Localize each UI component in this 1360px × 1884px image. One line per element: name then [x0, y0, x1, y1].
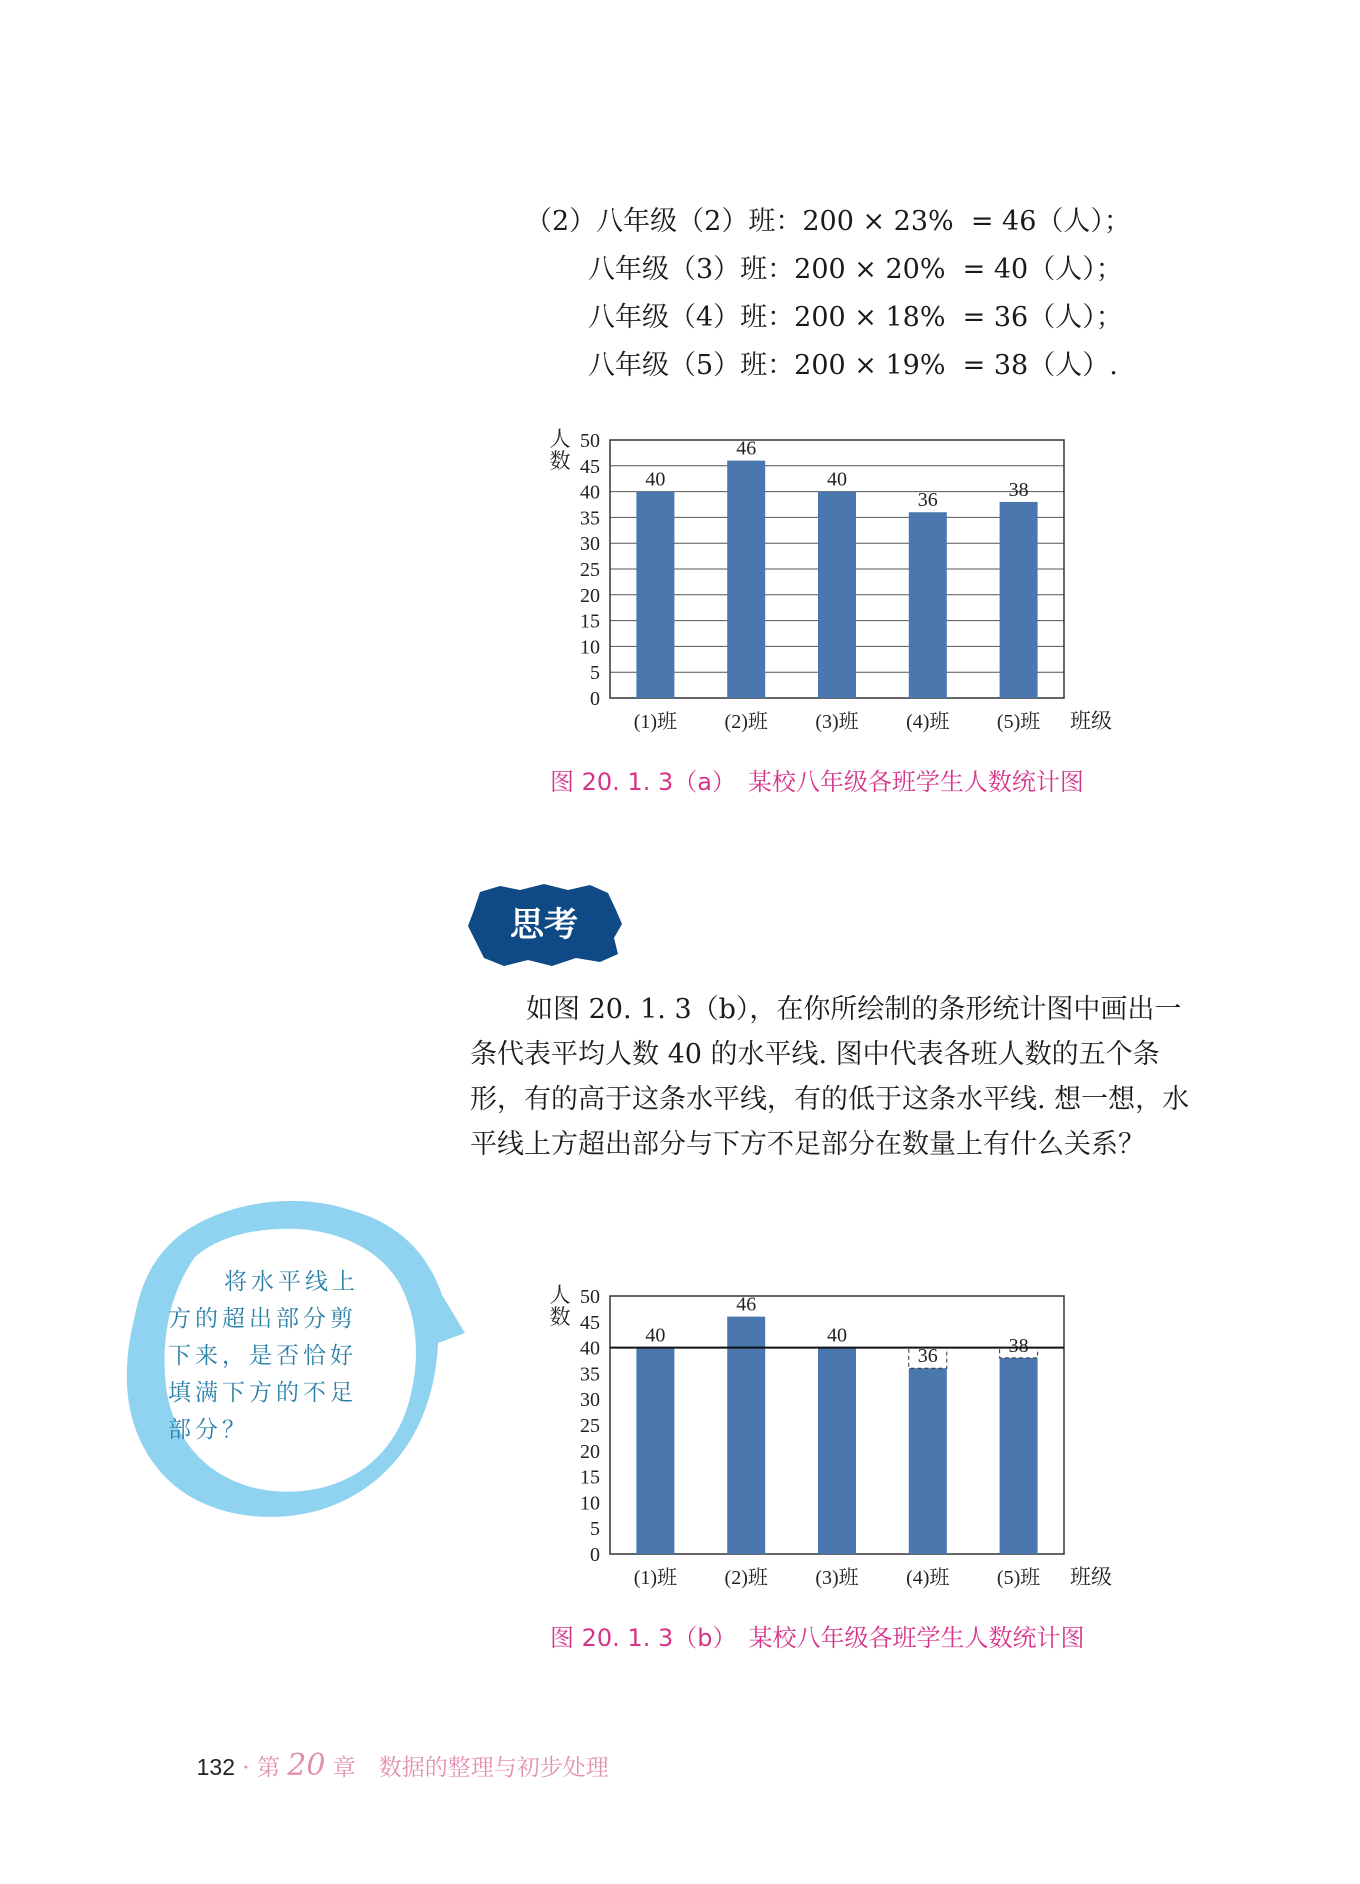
calculation-block: [525, 198, 1131, 390]
bar-chart-a: [540, 422, 1130, 746]
chart-b-y-tick-label: 25: [580, 1415, 600, 1437]
chapter-number: 20: [287, 1748, 326, 1783]
chart-a-bar: [909, 512, 947, 698]
chart-a-y-tick-label: 0: [590, 688, 600, 710]
chart-b-bar-value-label: 40: [645, 1324, 666, 1347]
think-paragraph: [470, 987, 1190, 1167]
chapter-suffix: 章: [332, 1755, 356, 1781]
chart-b-y-tick-label: 40: [580, 1337, 600, 1360]
chart-a-y-tick-label: 50: [580, 430, 600, 452]
chart-b-y-axis-label: 数: [549, 1305, 571, 1329]
speech-bubble-sentence: 将水平线上方的超出部分剪下来，是否恰好填满下方的不足部分？: [168, 1269, 359, 1443]
chart-b-y-axis-label: 人: [549, 1283, 571, 1307]
chart-b-caption: 图 20. 1. 3（b） 某校八年级各班学生人数统计图: [550, 1624, 1085, 1652]
chart-a-y-tick-label: 25: [580, 559, 600, 581]
chart-b-y-tick-label: 0: [590, 1544, 600, 1566]
calc-line-3: 八年级（3）班：200 × 20% = 40（人）；: [588, 254, 1123, 285]
chart-b-x-tick-label: (1)班: [633, 1567, 678, 1589]
chart-b-x-tick-label: (2)班: [724, 1567, 768, 1589]
chart-b-bar: [909, 1368, 947, 1554]
chart-a-x-tick-label: (4)班: [906, 711, 950, 733]
chart-b-y-tick-label: 20: [580, 1440, 600, 1463]
think-badge: [466, 880, 622, 968]
chart-a-bar: [727, 461, 765, 698]
chart-b-x-axis-label: 班级: [1070, 1565, 1112, 1589]
chart-a-bar: [636, 492, 674, 698]
bar-chart-b: [540, 1278, 1130, 1602]
chapter-title: 数据的整理与初步处理: [378, 1755, 609, 1781]
page-number: 132: [196, 1754, 235, 1780]
chart-a-x-tick-label: (1)班: [633, 711, 678, 733]
bar-chart-a-svg: [540, 422, 1130, 742]
chart-b-bar-value-label: 38: [1008, 1334, 1029, 1357]
chart-a-x-tick-label: (3)班: [815, 711, 859, 733]
chart-a-y-tick-label: 5: [590, 662, 600, 685]
chart-b-x-tick-label: (4)班: [906, 1567, 950, 1589]
chart-b-y-tick-label: 45: [580, 1311, 600, 1334]
calc-line-4: 八年级（4）班：200 × 18% = 36（人）；: [588, 302, 1123, 333]
chart-b-y-tick-label: 5: [590, 1518, 600, 1541]
chart-a-x-axis-label: 班级: [1070, 709, 1112, 733]
chart-b-bar: [1000, 1358, 1038, 1554]
chart-a-bar: [818, 492, 856, 698]
chart-a-y-tick-label: 10: [580, 636, 600, 659]
think-badge-label: 思考: [510, 905, 578, 945]
chart-a-y-axis-label: 数: [549, 449, 571, 473]
chart-b-y-tick-label: 30: [580, 1389, 600, 1412]
calc-line-2: （2）八年级（2）班：200 × 23% = 46（人）；: [525, 206, 1131, 237]
chart-a-y-tick-label: 20: [580, 584, 600, 607]
chart-a-y-axis-label: 人: [549, 427, 571, 451]
chapter-prefix: 第: [256, 1755, 280, 1781]
page-footer: [182, 1722, 609, 1783]
chart-a-bar-value-label: 36: [917, 489, 938, 512]
chart-a-y-tick-label: 15: [580, 610, 600, 633]
chart-a-bar-value-label: 46: [736, 437, 757, 460]
chart-a-y-tick-label: 45: [580, 455, 600, 478]
chart-b-y-tick-label: 15: [580, 1466, 600, 1489]
chart-b-x-tick-label: (3)班: [815, 1567, 859, 1589]
chart-a-x-tick-label: (5)班: [996, 711, 1041, 733]
bar-chart-b-svg: [540, 1278, 1130, 1598]
chart-b-y-tick-label: 50: [580, 1286, 600, 1308]
chart-a-caption: 图 20. 1. 3（a） 某校八年级各班学生人数统计图: [550, 768, 1084, 796]
speech-bubble-text: [168, 1264, 378, 1449]
chart-b-bar: [818, 1348, 856, 1554]
chart-a-y-tick-label: 35: [580, 507, 600, 530]
chart-a-bar-value-label: 40: [645, 468, 666, 491]
chart-b-bar-value-label: 36: [917, 1345, 938, 1368]
chart-b-bar-value-label: 46: [736, 1293, 757, 1316]
chart-a-bar: [1000, 502, 1038, 698]
footer-separator: ·: [235, 1755, 257, 1781]
calc-line-5: 八年级（5）班：200 × 19% = 38（人）.: [588, 350, 1118, 381]
chart-a-bar-value-label: 40: [827, 468, 847, 491]
chart-b-y-tick-label: 35: [580, 1363, 600, 1386]
chart-a-x-tick-label: (2)班: [724, 711, 768, 733]
chart-a-y-tick-label: 30: [580, 533, 600, 556]
chart-b-y-tick-label: 10: [580, 1492, 600, 1515]
chart-a-bar-value-label: 38: [1008, 478, 1029, 501]
chart-a-y-tick-label: 40: [580, 481, 600, 504]
chart-b-bar-value-label: 40: [827, 1324, 847, 1347]
chart-b-bar: [636, 1348, 674, 1554]
chart-b-x-tick-label: (5)班: [996, 1567, 1041, 1589]
chart-b-bar: [727, 1317, 765, 1554]
think-paragraph-text: 如图 20. 1. 3（b），在你所绘制的条形统计图中画出一条代表平均人数 40 的水平线. 图中代表各班人数的五个条形，有的高于这条水平线，有的低于这条水平线. 想一想，水平线上方超出部分与下方不足部分在数量上有什么关系？: [470, 994, 1190, 1160]
